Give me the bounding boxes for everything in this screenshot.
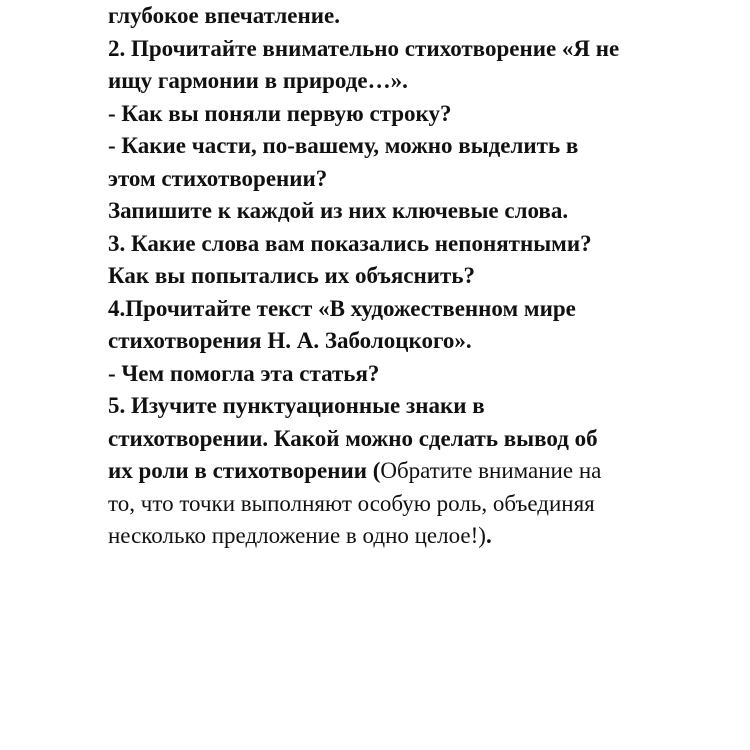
text-line-1: глубокое впечатление. [108, 3, 340, 28]
text-line-8: 3. Какие слова вам показались непонятными? [108, 230, 592, 256]
text-line-7: Запишите к каждой из них ключевые слова. [108, 198, 569, 223]
text-line-15 [108, 455, 708, 488]
text-line-4: - Как вы поняли первую строку? [108, 100, 452, 126]
text-line-16-normal: то, что точки выполняют особую роль, объединяя [108, 490, 595, 516]
text-line-16 [108, 488, 708, 521]
text-line-3: ищу гармонии в природе…». [108, 68, 408, 93]
text-line-13: 5. Изучите пунктуационные знаки в [108, 393, 485, 418]
text-line-14: стихотворении. Какой можно сделать вывод об [108, 425, 598, 451]
text-line-12: - Чем помогла эта статья? [108, 360, 380, 386]
text-line-5: - Какие части, по-вашему, можно выделить в [108, 133, 579, 158]
text-line-6: этом стихотворении? [108, 165, 328, 191]
text-line-10: 4.Прочитайте текст «В художественном мире [108, 295, 576, 321]
task-text [108, 0, 708, 553]
text-line-17-normal: несколько предложение в одно целое!) [108, 523, 486, 548]
text-line-17 [108, 520, 708, 553]
text-line-15-normal: Обратите внимание на [380, 458, 602, 483]
text-line-15-bold: их роли в стихотворении ( [108, 458, 381, 483]
text-line-11: стихотворения Н. А. Заболоцкого». [108, 328, 472, 353]
text-line-17-bold-period: . [485, 523, 492, 548]
text-line-2: 2. Прочитайте внимательно стихотворение «Я не [108, 35, 620, 61]
text-line-9: Как вы попытались их объяснить? [108, 263, 475, 288]
